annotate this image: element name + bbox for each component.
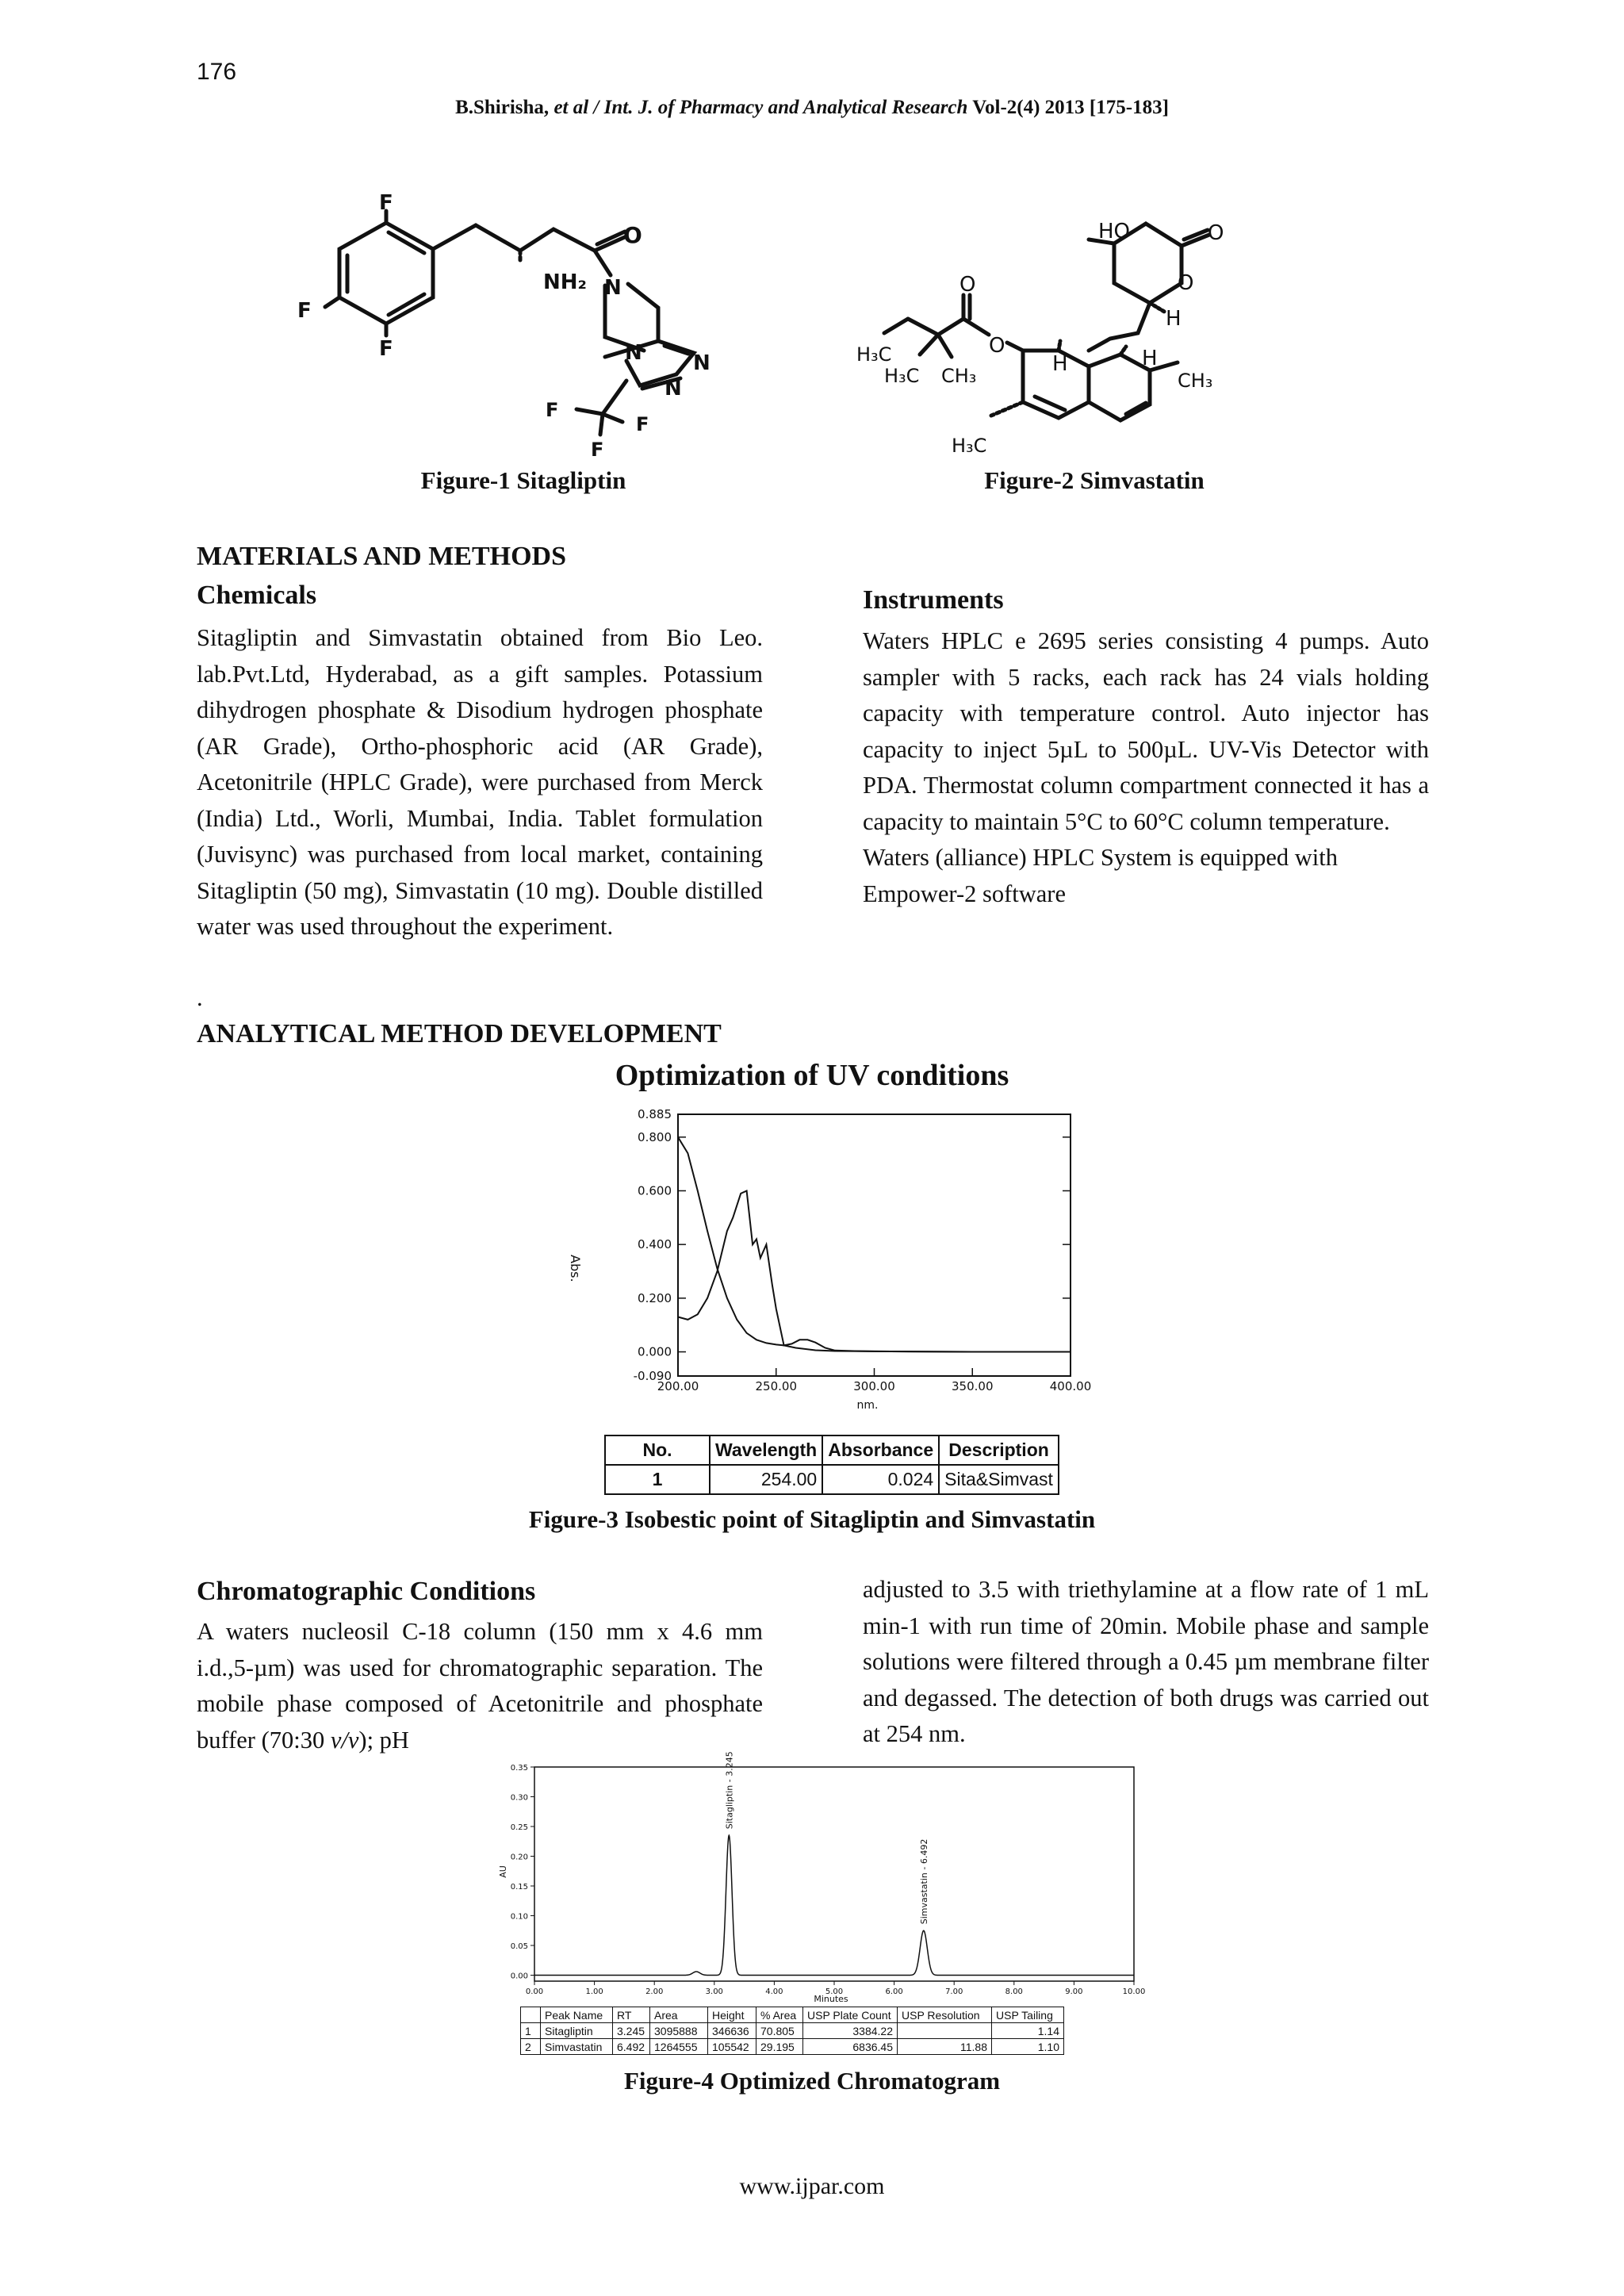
- chromatogram-chart: [492, 1751, 1146, 2005]
- peak-col-resolution: USP Resolution: [898, 2007, 992, 2023]
- uv-figure-title: Optimization of UV conditions: [615, 1059, 1009, 1092]
- atom-label-ch3: CH₃: [941, 365, 977, 387]
- uv-y-tick-label: 0.400: [638, 1237, 672, 1252]
- chromatogram-y-tick-label: 0.25: [510, 1823, 528, 1832]
- peak-label: Simvastatin - 6.492: [918, 1838, 929, 1925]
- chromatogram-trace: [534, 1835, 1134, 1975]
- figure-4-caption: Figure-4 Optimized Chromatogram: [623, 2067, 1001, 2095]
- atom-label-o: O: [989, 334, 1005, 358]
- chromatogram-x-tick-label: 10.00: [1122, 1987, 1146, 1996]
- running-head: [0, 97, 1624, 119]
- peak-cell: 1.14: [992, 2023, 1064, 2039]
- atom-label-f: F: [379, 337, 393, 361]
- instruments-heading: Instruments: [863, 585, 1004, 615]
- footer-url: www.ijpar.com: [739, 2173, 885, 2199]
- uv-y-tick-label: 0.600: [638, 1183, 672, 1198]
- uv-y-tick-label: -0.090: [633, 1369, 672, 1383]
- atom-label-h: H: [1166, 307, 1182, 331]
- peak-col-name: Peak Name: [541, 2007, 613, 2023]
- page-number: 176: [197, 59, 237, 85]
- running-head-volume: Vol-2(4) 2013 [175-183]: [972, 97, 1169, 118]
- peak-col-tailing: USP Tailing: [992, 2007, 1064, 2023]
- uv-cell-no: 1: [605, 1465, 710, 1494]
- atom-label-n: N: [604, 276, 622, 300]
- atom-label-nh2: NH₂: [543, 270, 587, 294]
- atom-label-n: N: [625, 341, 642, 365]
- atom-label-h: H: [1142, 347, 1158, 370]
- chromatographic-text-left: A waters nucleosil C-18 column (150 mm x 4.6 mm i.d.,5-µm) was used for chromatographic separation. The mobile phase composed of Acetonitrile and phosphate buffer (70:30: [197, 1618, 763, 1754]
- chromatogram-y-tick-label: 0.30: [510, 1793, 528, 1803]
- atom-label-f: F: [379, 191, 393, 215]
- chemicals-heading: Chemicals: [197, 581, 317, 610]
- atom-label-h3c: H₃C: [856, 343, 892, 366]
- uv-x-tick-label: 200.00: [657, 1379, 699, 1393]
- peak-col-height: Height: [708, 2007, 756, 2023]
- peak-label: Sitagliptin - 3.245: [724, 1751, 735, 1830]
- uv-cell-absorbance: 0.024: [822, 1465, 939, 1494]
- atom-label-f: F: [297, 299, 312, 323]
- chromatogram-y-tick-label: 0.20: [510, 1853, 528, 1862]
- peak-cell: 1.10: [992, 2039, 1064, 2055]
- chromatogram-y-axis-label: AU: [498, 1865, 508, 1878]
- instruments-paragraph: [863, 623, 1429, 912]
- uv-spectrum-chart: [547, 1104, 1092, 1421]
- uv-x-tick-label: 400.00: [1049, 1379, 1092, 1393]
- chemicals-paragraph: [197, 620, 763, 945]
- atom-label-o: O: [959, 273, 976, 297]
- atom-label-n: N: [665, 377, 682, 401]
- peak-cell: [898, 2023, 992, 2039]
- chromatogram-x-tick-label: 8.00: [1005, 1987, 1023, 1996]
- chromatogram-frame: [534, 1767, 1134, 1981]
- uv-table-header: [605, 1435, 1059, 1465]
- figure-1-caption: Figure-1 Sitagliptin: [420, 466, 626, 494]
- uv-series-line-1: [678, 1137, 1071, 1352]
- peak-col-area: Area: [650, 2007, 708, 2023]
- chromatogram-y-tick-label: 0.00: [510, 1972, 528, 1981]
- atom-label-f: F: [636, 413, 649, 435]
- uv-plot-frame: [678, 1114, 1071, 1376]
- peak-cell: 105542: [708, 2039, 756, 2055]
- peak-table-row: [521, 2039, 1064, 2055]
- atom-label-f: F: [591, 439, 604, 461]
- chromatographic-vv: v/v: [330, 1726, 359, 1754]
- uv-y-tick-label: 0.200: [638, 1290, 672, 1305]
- chromatogram-x-tick-label: 9.00: [1065, 1987, 1083, 1996]
- chromatogram-x-tick-label: 7.00: [945, 1987, 963, 1996]
- chemicals-text: Sitagliptin and Simvastatin obtained from Bio Leo. lab.Pvt.Ltd, Hyderabad, as a gift samples. Potassium dihydrogen phosphate & Disodium hydrogen phosphate (AR Grade), Ortho-phosphoric acid (AR Grade), Acetonitrile (HPLC Grade), were purchased from Merck (India) Ltd., Worli, Mumbai, India. Tablet formulation (Juvisync) was purchased from local market, containing Sitagliptin (50 mg), Simvastatin (10 mg). Double distilled water was used throughout the experiment.: [197, 624, 763, 940]
- uv-y-tick-label: 0.800: [638, 1129, 672, 1144]
- chromatogram-x-tick-label: 2.00: [645, 1987, 664, 1996]
- peak-col-rt: RT: [613, 2007, 650, 2023]
- peak-table-header: [521, 2007, 1064, 2023]
- peak-cell: 2: [521, 2039, 541, 2055]
- chromatographic-text-left-end: ); pH: [358, 1726, 409, 1754]
- peak-cell: 3384.22: [803, 2023, 898, 2039]
- atom-label-h: H: [1052, 352, 1068, 376]
- atom-label-o: O: [1208, 221, 1224, 245]
- peak-cell: 3095888: [650, 2023, 708, 2039]
- peak-cell: Sitagliptin: [541, 2023, 613, 2039]
- peak-cell: 1264555: [650, 2039, 708, 2055]
- chromatogram-x-tick-label: 0.00: [525, 1987, 544, 1996]
- chromatogram-y-tick-label: 0.05: [510, 1942, 528, 1951]
- stray-dot: .: [197, 984, 203, 1011]
- peak-cell: 346636: [708, 2023, 756, 2039]
- uv-y-axis-label: Abs.: [568, 1255, 583, 1282]
- chromatogram-y-tick-label: 0.35: [510, 1764, 528, 1773]
- uv-col-absorbance: Absorbance: [822, 1435, 939, 1465]
- atom-label-ho: HO: [1098, 220, 1131, 243]
- uv-x-axis-label: nm.: [856, 1399, 879, 1412]
- atom-label-o: O: [623, 222, 642, 248]
- chromatogram-y-tick-label: 0.10: [510, 1912, 528, 1922]
- uv-col-wavelength: Wavelength: [710, 1435, 822, 1465]
- chromatogram-x-tick-label: 4.00: [765, 1987, 783, 1996]
- materials-methods-heading: MATERIALS AND METHODS: [197, 542, 566, 571]
- atom-label-n: N: [693, 351, 710, 375]
- uv-cell-description: Sita&Simvast: [939, 1465, 1059, 1494]
- peak-cell: 6836.45: [803, 2039, 898, 2055]
- uv-x-tick-label: 350.00: [952, 1379, 994, 1393]
- atom-label-h3c: H₃C: [952, 435, 987, 457]
- uv-cell-wavelength: 254.00: [710, 1465, 822, 1494]
- chromatogram-x-tick-label: 6.00: [885, 1987, 903, 1996]
- peak-cell: 11.88: [898, 2039, 992, 2055]
- peak-table-row: [521, 2023, 1064, 2039]
- uv-series-line-2: [678, 1191, 1071, 1352]
- chromatographic-paragraph-right: [863, 1572, 1429, 1753]
- analytical-method-heading: ANALYTICAL METHOD DEVELOPMENT: [197, 1019, 722, 1048]
- peak-cell: Simvastatin: [541, 2039, 613, 2055]
- peak-col-pct-area: % Area: [756, 2007, 803, 2023]
- chromatogram-y-tick-label: 0.15: [510, 1883, 528, 1892]
- atom-label-f: F: [546, 399, 559, 421]
- running-head-authors: B.Shirisha,: [455, 97, 550, 118]
- uv-table-row: [605, 1465, 1059, 1494]
- atom-label-o: O: [1178, 271, 1194, 295]
- chromatographic-text-right: adjusted to 3.5 with triethylamine at a flow rate of 1 mL min-1 with run time of 20min. Mobile phase and sample solutions were filtered through a 0.45 µm membrane filter and degassed. The detection of both drugs was carried out at 254 nm.: [863, 1576, 1429, 1747]
- chromatogram-x-tick-label: 3.00: [705, 1987, 723, 1996]
- running-head-journal: et al / Int. J. of Pharmacy and Analytical Research: [553, 97, 968, 118]
- instruments-text-1: Waters HPLC e 2695 series consisting 4 pumps. Auto sampler with 5 racks, each rack has 24 vials holding capacity with temperature control. Auto injector has capacity to inject 5µL to 500µL. UV-Vis Detector with PDA. Thermostat column compartment connected it has a capacity to maintain 5°C to 60°C column temperature.: [863, 627, 1429, 835]
- peak-cell: 1: [521, 2023, 541, 2039]
- uv-y-tick-label: 0.885: [638, 1107, 672, 1121]
- figure-3-caption: Figure-3 Isobestic point of Sitagliptin and Simvastatin: [528, 1505, 1096, 1533]
- instruments-text-2: Waters (alliance) HPLC System is equipped with Empower-2 software: [863, 844, 1338, 907]
- uv-y-tick-label: 0.000: [638, 1344, 672, 1359]
- uv-x-tick-label: 250.00: [755, 1379, 797, 1393]
- figure-2-caption: Figure-2 Simvastatin: [984, 466, 1205, 494]
- peak-col-plate-count: USP Plate Count: [803, 2007, 898, 2023]
- atom-label-h3c: H₃C: [884, 365, 920, 387]
- peak-cell: 6.492: [613, 2039, 650, 2055]
- chromatographic-heading: Chromatographic Conditions: [197, 1577, 536, 1606]
- peak-col-index: [521, 2007, 541, 2023]
- chromatogram-x-tick-label: 1.00: [585, 1987, 603, 1996]
- peak-cell: 3.245: [613, 2023, 650, 2039]
- atom-label-ch3: CH₃: [1178, 370, 1213, 392]
- uv-isobestic-table: [604, 1435, 1059, 1495]
- chromatogram-x-tick-label: 5.00: [825, 1987, 844, 1996]
- sitagliptin-structure: [285, 190, 761, 468]
- peak-cell: 70.805: [756, 2023, 803, 2039]
- chromatogram-x-axis-label: Minutes: [814, 1994, 848, 2004]
- peak-cell: 29.195: [756, 2039, 803, 2055]
- uv-col-description: Description: [939, 1435, 1059, 1465]
- chromatographic-paragraph-left: [197, 1614, 763, 1758]
- peak-results-table: [520, 2007, 1064, 2055]
- simvastatin-structure: [852, 208, 1312, 462]
- uv-col-no: No.: [605, 1435, 710, 1465]
- uv-x-tick-label: 300.00: [853, 1379, 895, 1393]
